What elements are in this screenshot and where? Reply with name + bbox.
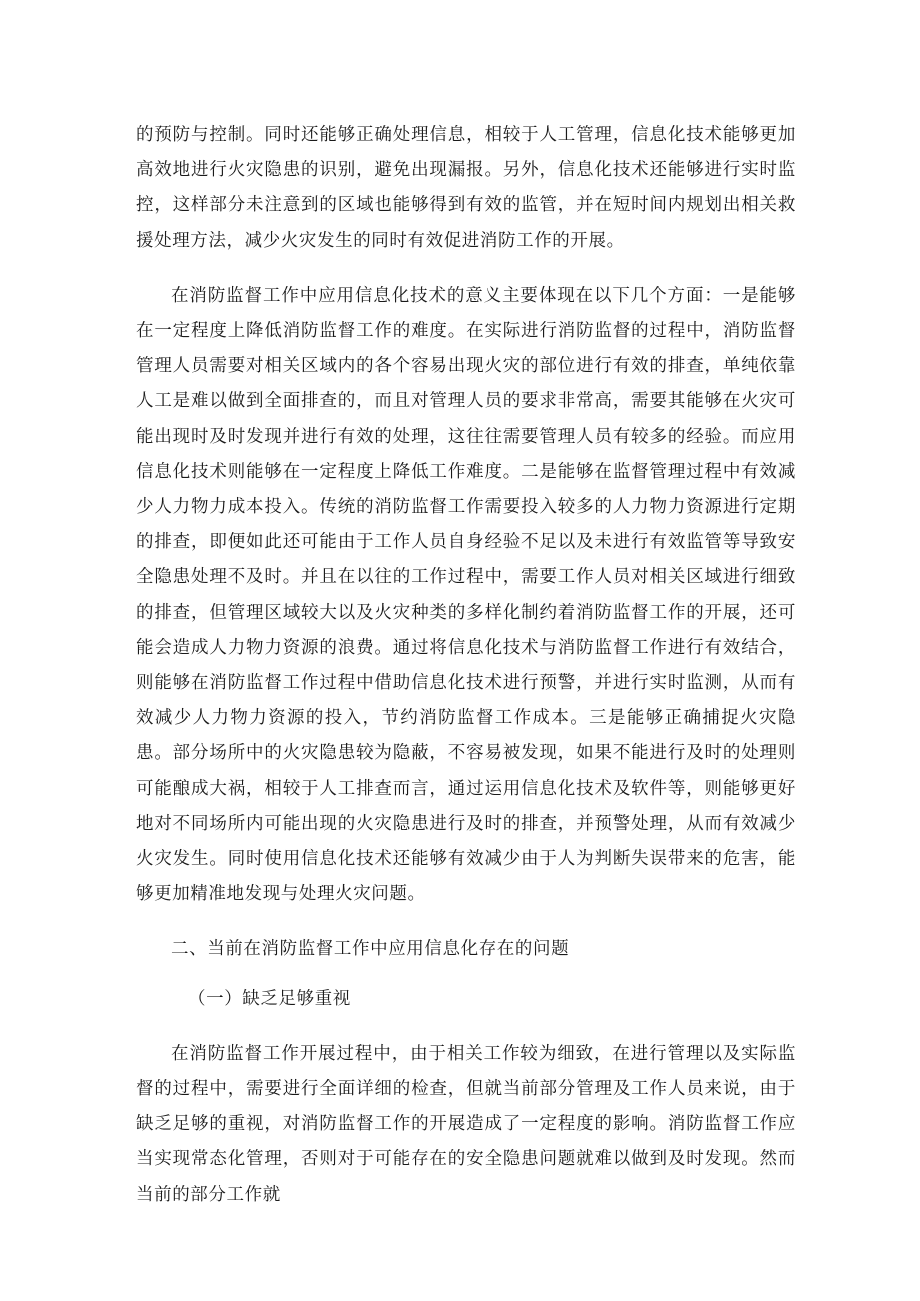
paragraph-continued: 的预防与控制。同时还能够正确处理信息，相较于人工管理，信息化技术能够更加高效地进行火灾隐患的识别，避免出现漏报。另外，信息化技术还能够进行实时监控，这样部分未注意到的区域也能够得到有效的监管，并在短时间内规划出相关救援处理方法，减少火灾发生的同时有效促进消防工作的开展。 bbox=[136, 125, 796, 251]
subsection-heading: （一）缺乏足够重视 bbox=[188, 988, 351, 1009]
document-page bbox=[136, 118, 796, 1213]
paragraph-significance: 在消防监督工作中应用信息化技术的意义主要体现在以下几个方面：一是能够在一定程度上降低消防监督工作的难度。在实际进行消防监督的过程中，消防监督管理人员需要对相关区域内的各个容易出现火灾的部位进行有效的排查，单纯依靠人工是难以做到全面排查的，而且对管理人员的要求非常高，需要其能够在火灾可能出现时及时发现并进行有效的处理，这往往需要管理人员有较多的经验。而应用信息化技术则能够在一定程度上降低工作难度。二是能够在监督管理过程中有效减少人力物力成本投入。传统的消防监督工作需要投入较多的人力物力资源进行定期的排查，即便如此还可能由于工作人员自身经验不足以及未进行有效监管等导致安全隐患处理不及时。并且在以往的工作过程中，需要工作人员对相关区域进行细致的排查，但管理区域较大以及火灾种类的多样化制约着消防监督工作的开展，还可能会造成人力物力资源的浪费。通过将信息化技术与消防监督工作进行有效结合，则能够在消防监督工作过程中借助信息化技术进行预警，并进行实时监测，从而有效减少人力物力资源的投入，节约消防监督工作成本。三是能够正确捕捉火灾隐患。部分场所中的火灾隐患较为隐蔽，不容易被发现，如果不能进行及时的处理则可能酿成大祸，相较于人工排查而言，通过运用信息化技术及软件等，则能够更好地对不同场所内可能出现的火灾隐患进行及时的排查，并预警处理，从而有效减少火灾发生。同时使用信息化技术还能够有效减少由于人为判断失误带来的危害，能够更加精准地发现与处理火灾问题。 bbox=[136, 285, 796, 905]
paragraph-lack-of-attention: 在消防监督工作开展过程中，由于相关工作较为细致，在进行管理以及实际监督的过程中，需要进行全面详细的检查，但就当前部分管理及工作人员来说，由于缺乏足够的重视，对消防监督工作的开展造成了一定程度的影响。消防监督工作应当实现常态化管理，否则对于可能存在的安全隐患问题就难以做到及时发现。然而当前的部分工作就 bbox=[136, 1043, 796, 1205]
section-heading: 二、当前在消防监督工作中应用信息化存在的问题 bbox=[171, 939, 570, 960]
